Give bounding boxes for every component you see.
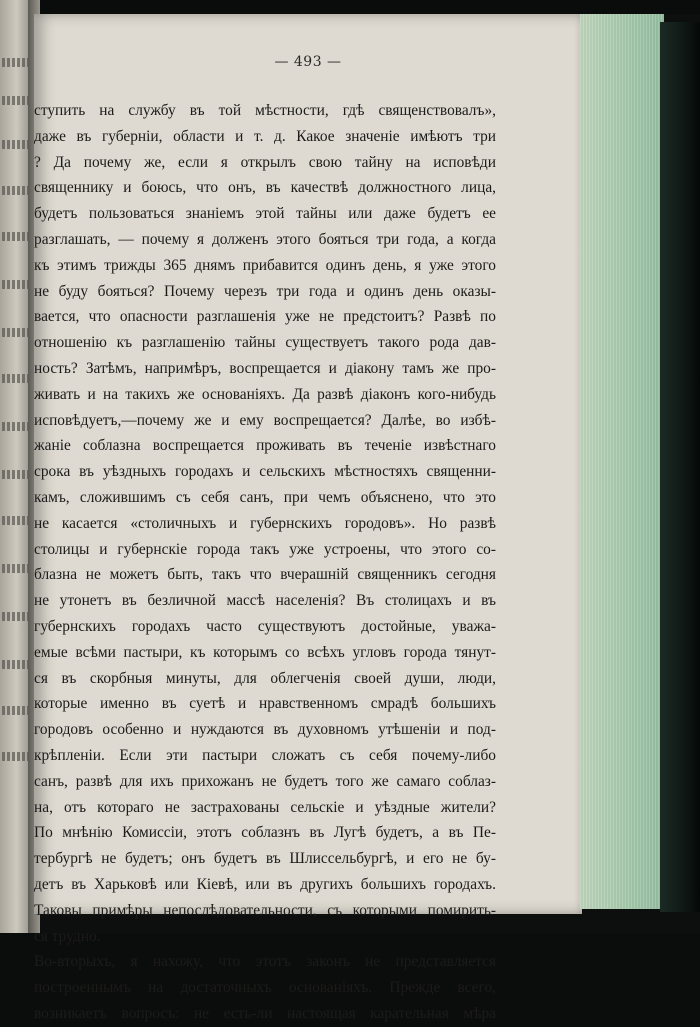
- text-line: Во-вторыхъ, я нахожу, что этотъ законъ не представляется: [34, 953, 496, 971]
- text-line: губернскихъ городахъ часто существуютъ достойные, уважа-: [34, 617, 496, 635]
- text-line: которые именно въ суетѣ и нравственномъ смрадѣ большихъ: [34, 695, 496, 713]
- text-line: По мнѣнію Комиссіи, этотъ соблазнъ въ Лугѣ будетъ, а въ Пе-: [34, 824, 496, 842]
- text-line: исповѣдуетъ,—почему же и ему воспрещается? Далѣе, во избѣ-: [34, 411, 496, 429]
- text-line: не буду бояться? Почему черезъ три года и одинъ день оказы-: [34, 282, 496, 300]
- text-line: построеннымъ на достаточныхъ основаніяхъ. Прежде всего,: [34, 979, 496, 997]
- text-line: ся трудно.: [34, 927, 101, 945]
- text-line: Таковы примѣры непослѣдовательности, съ которыми помирить-: [34, 901, 496, 919]
- text-line: живать и на такихъ же основаніяхъ. Да развѣ діаконъ кого-нибудь: [34, 385, 496, 403]
- text-line: на, отъ котораго не застрахованы сельскіе и уѣздные жители?: [34, 798, 496, 816]
- text-line: разглашать, — почему я долженъ этого бояться три года, а когда: [34, 230, 496, 248]
- text-line: къ этимъ трижды 365 днямъ прибавится одинъ день, я уже этого: [34, 256, 496, 274]
- text-line: отношенію къ разглашенію тайны существуетъ такого рода дав-: [34, 334, 496, 352]
- text-line: священнику и боюсь, что онъ, въ качествѣ должностного лица,: [34, 179, 496, 197]
- text-line: возникаетъ вопросъ: не есть-ли настоящая карательная мѣра: [34, 1004, 496, 1022]
- text-line: вается, что опасности разглашенія уже не предстоитъ? Развѣ по: [34, 308, 496, 326]
- left-page-edge: [0, 0, 30, 933]
- text-line: срока въ уѣздныхъ городахъ и сельскихъ мѣстностяхъ священни-: [34, 463, 496, 481]
- page-text: [34, 98, 496, 1027]
- text-line: камъ, сложившимъ съ себя санъ, при чемъ объяснено, что это: [34, 488, 496, 506]
- text-line: емые всѣми пастыри, къ которымъ со всѣхъ угловъ города тянут-: [34, 643, 496, 661]
- text-line: даже въ губерніи, области и т. д. Какое значеніе имѣютъ три: [34, 127, 496, 145]
- text-line: санъ, развѣ для ихъ прихожанъ не будетъ того же самаго соблаз-: [34, 772, 496, 790]
- page-edges: [580, 14, 664, 909]
- text-line: будетъ пользоваться знаніемъ этой тайны или даже будетъ ее: [34, 205, 496, 223]
- text-line: крѣпленіи. Если эти пастыри сложатъ съ себя почему-либо: [34, 746, 496, 764]
- background-top: [0, 0, 700, 14]
- text-line: столицы и губернскіе города такъ уже устроены, что этого со-: [34, 540, 496, 558]
- text-line: ступить на службу въ той мѣстности, гдѣ священствовалъ»,: [34, 102, 496, 119]
- text-line: ? Да почему же, если я открылъ свою тайну на исповѣди: [34, 153, 496, 171]
- book-page: [34, 14, 582, 1022]
- text-line: не утонетъ въ безличной массѣ населенія? Въ столицахъ и въ: [34, 592, 496, 610]
- text-line: детъ въ Харьковѣ или Кіевѣ, или въ другихъ большихъ городахъ.: [34, 875, 496, 893]
- page-number: — 493 —: [274, 54, 342, 70]
- text-line: ность? Затѣмъ, напримѣръ, воспрещается и діакону тамъ же про-: [34, 359, 496, 377]
- text-line: не касается «столичныхъ и губернскихъ городовъ». Но развѣ: [34, 514, 496, 532]
- text-line: городовъ особенно и нуждаются въ духовномъ утѣшеніи и под-: [34, 721, 496, 739]
- text-line: жаніе соблазна воспрещается проживать въ теченіе извѣстнаго: [34, 437, 496, 455]
- text-line: блазна не можетъ быть, такъ что вчерашній священникъ сегодня: [34, 566, 496, 584]
- text-line: ся въ скорбныя минуты, для облегченія своей души, люди,: [34, 669, 496, 687]
- book-cover: [660, 22, 700, 912]
- text-line: тербургѣ не будетъ; онъ будетъ въ Шлиссельбургѣ, и его не бу-: [34, 850, 496, 868]
